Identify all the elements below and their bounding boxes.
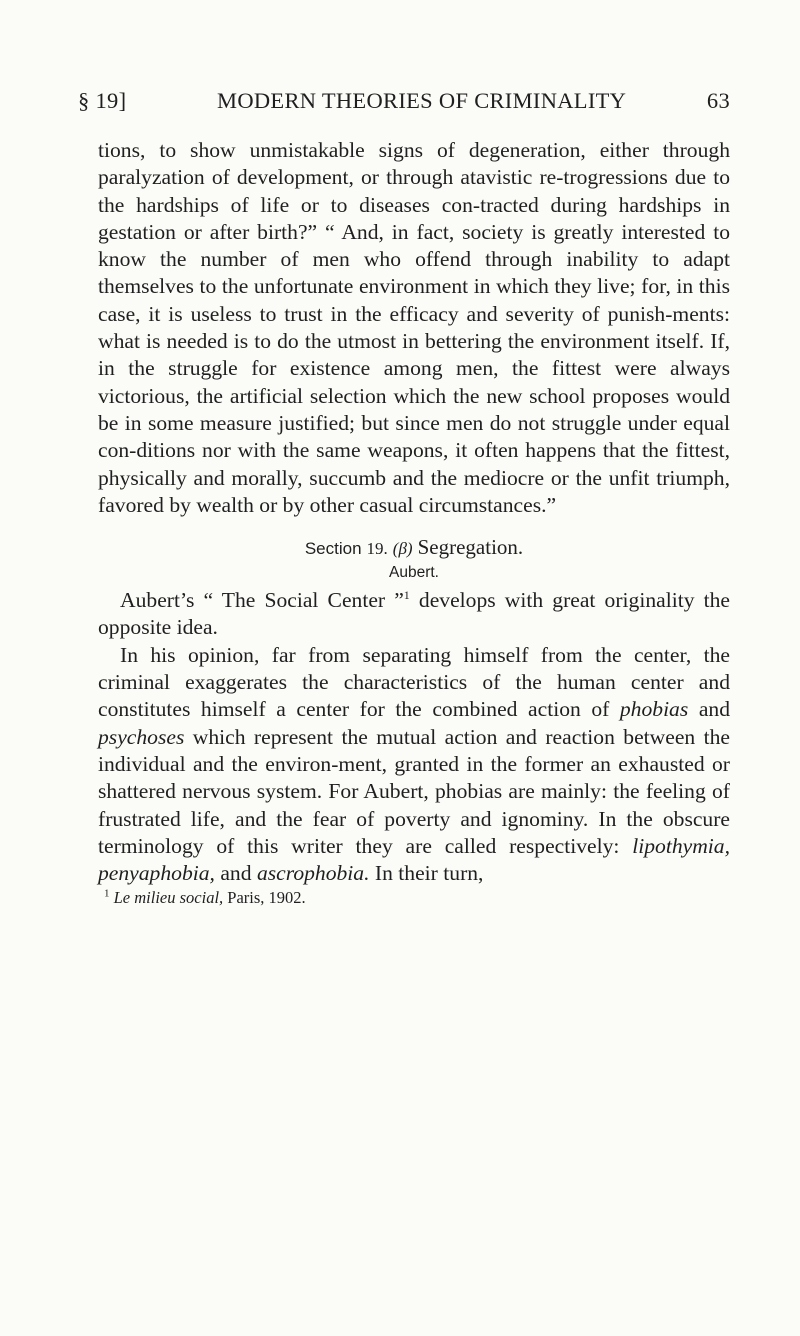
section-number: 19. — [366, 539, 388, 559]
term-lipothymia: lipothymia, — [632, 833, 730, 858]
opinion-text-c: which represent the mutual action and reaction between the individual and the environ-ment, granted in the former an exhausted or shattered nervous system. For Aubert, phobias are mainly: the feeling of frustrated life, and the fear of poverty and ignominy. In the obscure terminology of this writer they are called respectively: — [98, 724, 730, 858]
footnote-rest: Paris, 1902. — [223, 888, 306, 908]
section-heading — [98, 535, 730, 561]
book-page — [78, 88, 730, 908]
page-number: 63 — [706, 88, 730, 113]
section-greek-letter: (β) — [392, 539, 413, 559]
opinion-text-b: and — [688, 697, 730, 722]
section-title: Segregation. — [417, 535, 524, 560]
intro-text-start: Aubert’s “ The Social Center ” — [120, 588, 404, 613]
author-subheading: Aubert. — [389, 564, 439, 582]
term-penyaphobia: penyaphobia, — [98, 861, 215, 886]
term-phobias: phobias — [619, 697, 689, 722]
running-head — [78, 88, 730, 128]
paragraph-aubert-opinion — [98, 642, 730, 888]
opinion-text-end: In their turn, — [369, 861, 484, 886]
footnote-reference: 1 — [403, 587, 410, 602]
running-title: MODERN THEORIES OF CRIMINALITY — [217, 88, 627, 113]
footnote — [98, 888, 730, 908]
term-ascrophobia: ascrophobia. — [256, 861, 370, 886]
paragraph-aubert-intro — [98, 587, 730, 642]
opinion-text-and: and — [214, 861, 257, 886]
footnote-title: Le milieu social, — [113, 888, 224, 908]
section-label: Section — [304, 539, 362, 559]
paragraph-continuation: tions, to show unmistakable signs of degeneration, either through paralyzation of development, or through atavistic re-trogressions due to the hardships of life or to diseases con-tracted during hardships in gestation or after birth?” “ And, in fact, society is greatly interested to know the number of men who offend through inability to adapt themselves to the unfortunate environment in which they live; for, in this case, it is useless to trust in the efficacy and severity of punish-ments: what is needed is to do the utmost in bettering the environment itself. If, in the struggle for existence among men, the fittest were always victorious, the artificial selection which the new school proposes would be in some measure justified; but since men do not struggle under equal con-ditions nor with the same weapons, it often happens that the fittest, physically and morally, succumb and the mediocre or the unfit triumph, favored by wealth or by other casual circumstances.” — [98, 138, 730, 517]
term-psychoses: psychoses — [98, 724, 185, 749]
footnote-mark: 1 — [104, 887, 110, 900]
section-marker: § 19] — [78, 88, 127, 113]
intro-text-end: develops with great originality the opposite idea. — [98, 588, 730, 640]
opinion-text-a: In his opinion, far from separating himself from the center, the criminal exaggerates the characteristics of the human center and constitutes himself a center for the combined action of — [98, 642, 730, 722]
